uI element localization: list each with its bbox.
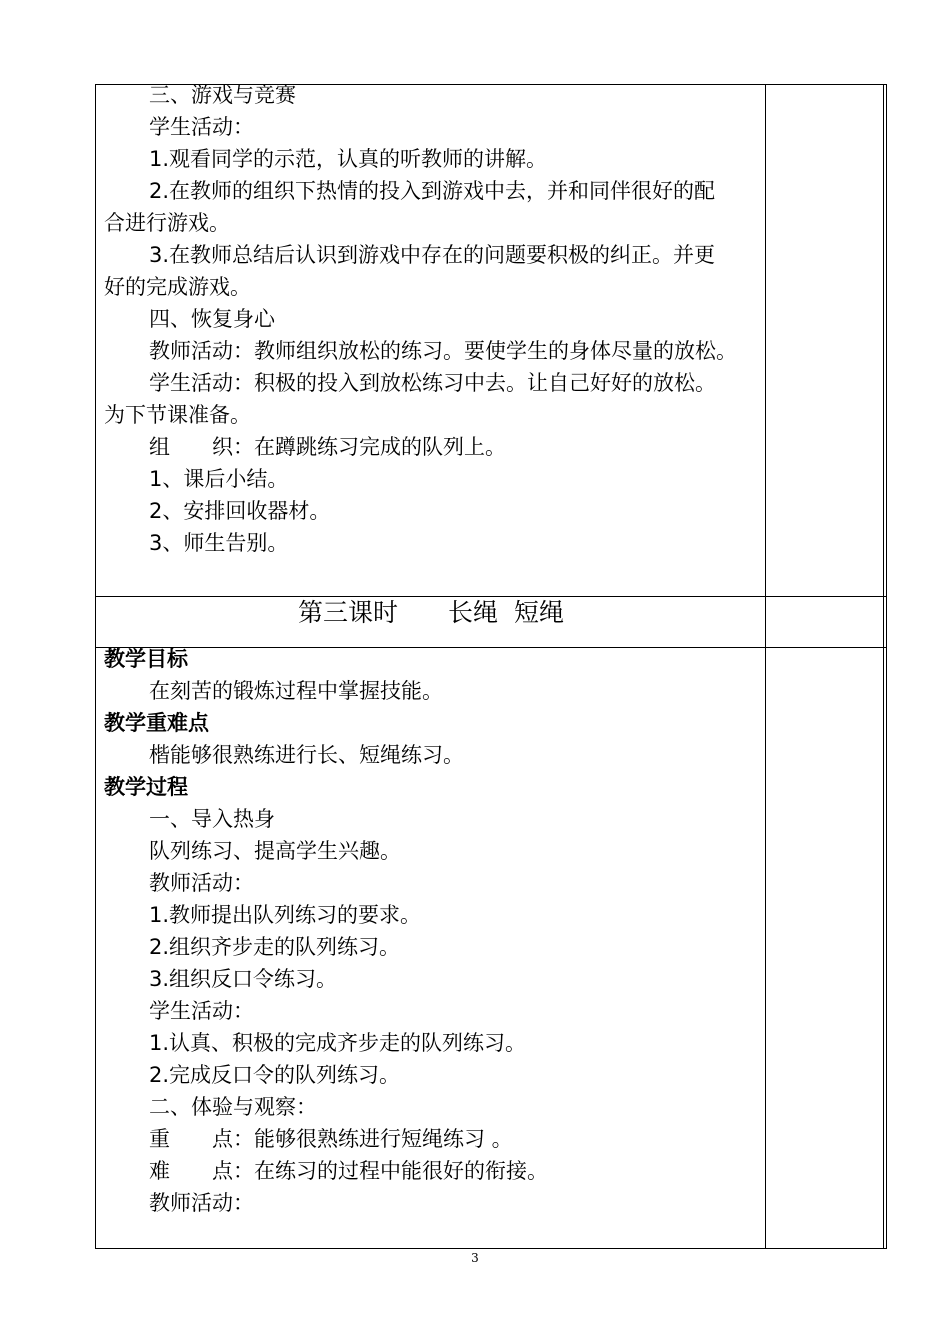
text-line: 1、课后小结。: [149, 467, 289, 491]
text-line: 为下节课准备。: [104, 403, 251, 427]
text-line: 合进行游戏。: [104, 211, 230, 235]
text-line: 2.组织齐步走的队列练习。: [149, 935, 401, 959]
section-heading: 教学重难点: [104, 711, 209, 735]
section-heading: 教学过程: [104, 775, 188, 799]
text-line: 2、安排回收器材。: [149, 499, 331, 523]
text-line: 1.认真、积极的完成齐步走的队列练习。: [149, 1031, 527, 1055]
text-line: 三、游戏与竞赛: [149, 83, 296, 107]
text-line: 1.教师提出队列练习的要求。: [149, 903, 422, 927]
lesson-content-part-two: [104, 643, 760, 1219]
text-line: 教师活动：: [149, 1191, 254, 1215]
text-line: 3、师生告别。: [149, 531, 289, 555]
text-line: 1.观看同学的示范，认真的听教师的讲解。: [149, 147, 548, 171]
text-line: 一、导入热身: [149, 807, 275, 831]
text-line: 难 点：在练习的过程中能很好的衔接。: [149, 1159, 548, 1183]
text-line: 教师活动：教师组织放松的练习。要使学生的身体尽量的放松。: [149, 339, 737, 363]
text-line: 2.完成反口令的队列练习。: [149, 1063, 401, 1087]
text-line: 重 点：能够很熟练进行短绳练习 。: [149, 1127, 513, 1151]
text-line: 楷能够很熟练进行长、短绳练习。: [149, 743, 464, 767]
text-line: 队列练习、提高学生兴趣。: [149, 839, 401, 863]
outer-right-border: [883, 84, 884, 1249]
section-heading: 教学目标: [104, 647, 188, 671]
text-line: 3.在教师总结后认识到游戏中存在的问题要积极的纠正。并更: [149, 243, 716, 267]
text-line: 二、体验与观察：: [149, 1095, 317, 1119]
text-line: 好的完成游戏。: [104, 275, 251, 299]
lesson-title: 第三课时 长绳 短绳: [298, 598, 564, 627]
text-line: 学生活动：: [149, 999, 254, 1023]
text-line: 学生活动：: [149, 115, 254, 139]
text-line: 2.在教师的组织下热情的投入到游戏中去，并和同伴很好的配: [149, 179, 716, 203]
text-line: 教师活动：: [149, 871, 254, 895]
text-line: 学生活动：积极的投入到放松练习中去。让自己好好的放松。: [149, 371, 716, 395]
lesson-content-part-one: [104, 79, 760, 559]
text-line: 四、恢复身心: [149, 307, 275, 331]
text-line: 在刻苦的锻炼过程中掌握技能。: [149, 679, 443, 703]
text-line: 组 织：在蹲跳练习完成的队列上。: [149, 435, 506, 459]
page-number: 3: [471, 1251, 479, 1265]
column-divider: [765, 84, 766, 1249]
text-line: 3.组织反口令练习。: [149, 967, 338, 991]
